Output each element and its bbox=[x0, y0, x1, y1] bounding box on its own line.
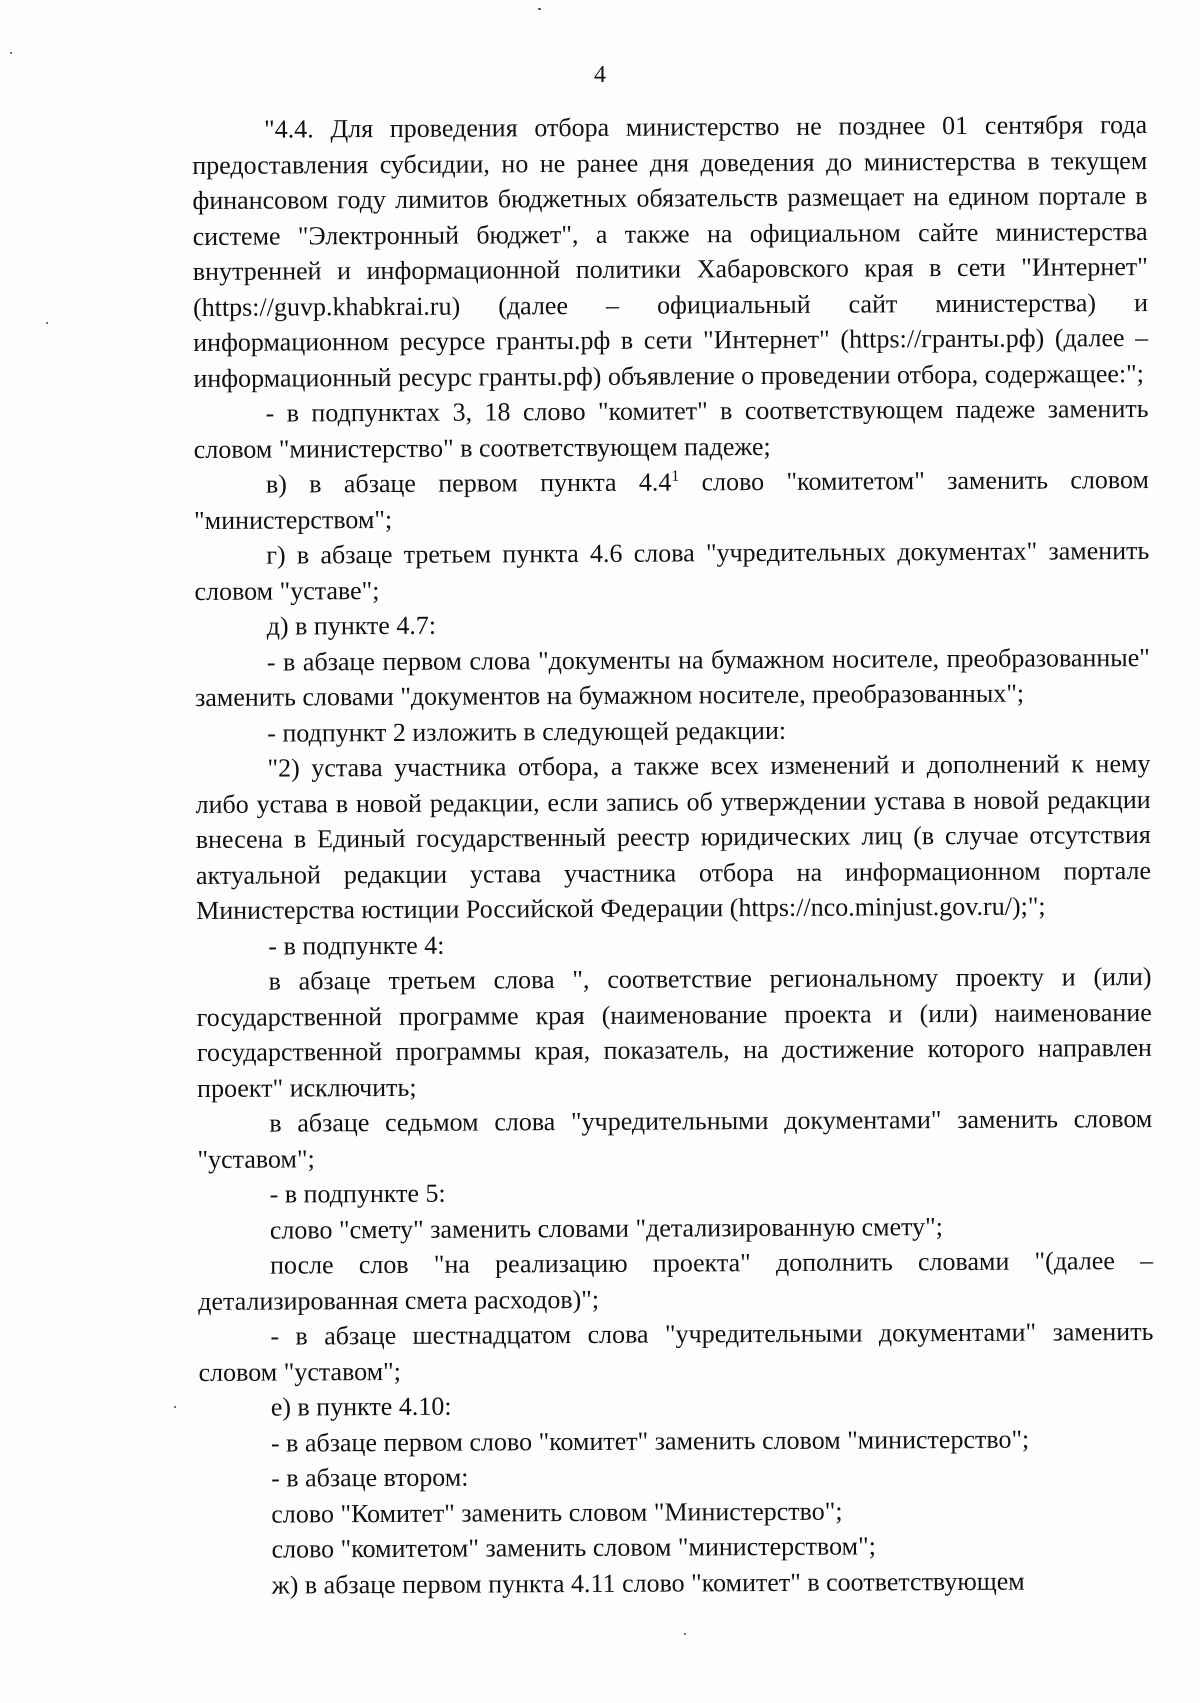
paragraph-4-10-komitet: слово "Комитет" заменить словом "Министерство"; bbox=[271, 1496, 843, 1529]
paragraph-subpoint-4-seventh: в абзаце седьмом слова "учредительными документами" заменить словом "уставом"; bbox=[197, 1103, 1153, 1174]
paragraph-first-abzac-4-7: - в абзаце первом слова "документы на бумажном носителе, преобразованные" заменить словами "документов на бумажном носителе, преобразованных"; bbox=[194, 642, 1150, 712]
paragraph-v bbox=[194, 462, 1149, 538]
paragraph-subpoint-5-heading: - в подпункте 5: bbox=[269, 1178, 446, 1209]
paragraph-v-text: в) в абзаце первом пункта 4.4 bbox=[265, 467, 672, 499]
scan-speck bbox=[684, 1633, 686, 1635]
paragraph-subpoint-2-heading: - подпункт 2 изложить в следующей редакции: bbox=[267, 715, 787, 748]
scan-speck bbox=[538, 8, 541, 10]
scan-speck bbox=[10, 52, 12, 54]
paragraph-zh: ж) в абзаце первом пункта 4.11 слово "комитет" в соответствующем bbox=[271, 1566, 1025, 1600]
superscript-marker: 1 bbox=[671, 467, 680, 485]
paragraph-e: е) в пункте 4.10: bbox=[270, 1391, 452, 1422]
page-number: 4 bbox=[594, 62, 606, 88]
paragraph-4-10-komitetom: слово "комитетом" заменить словом "министерством"; bbox=[271, 1531, 876, 1564]
paragraph-subpoint-5-after: после слов "на реализацию проекта" дополнить словами "(далее – детализированная смета расходов)"; bbox=[198, 1245, 1154, 1316]
paragraph-v-text-end: слово "комитетом" заменить словом "министерством"; bbox=[194, 464, 1150, 535]
paragraph-d: д) в пункте 4.7: bbox=[266, 610, 437, 641]
paragraph-subpoint-2-text: "2) устава участника отбора, а также всех изменений и дополнений к нему либо устава в новой редакции, если запись об утверждении устава в новой редакции внесена в Единый государственный реестр юридических лиц (в случае отсутствия актуальной редакции устава участника отбора на информационном портале Министерства юстиции Российской Федерации (https://nco.minjust.gov.ru/);"; bbox=[195, 748, 1152, 925]
paragraph-g: г) в абзаце третьем пункта 4.6 слова "учредительных документах" заменить словом "уставе"; bbox=[194, 535, 1150, 606]
paragraph-subpoint-4-third: в абзаце третьем слова ", соответствие региональному проекту и (или) государственной программе края (наименование проекта и (или) наименование государственной программы края, показатель, на достижение которого направлен проект" исключить; bbox=[196, 961, 1152, 1103]
paragraph-4-10-first: - в абзаце первом слово "комитет" заменить словом "министерство"; bbox=[270, 1424, 1030, 1458]
paragraph-4-4: "4.4. Для проведения отбора министерство не позднее 01 сентября года предоставления субсидии, но не ранее дня доведения до министерства в текущем финансовом году лимитов бюджетных обязательств размещает на едином портале в системе "Электронный бюджет", а также на официальном сайте министерства внутренней и информационной политики Хабаровского края в сети "Интернет" (https://guvp.khabkrai.ru) (далее – официальный сайт министерства) и информационном ресурсе гранты.рф в сети "Интернет" (https://гранты.рф) (далее – информационный ресурс гранты.рф) объявление о проведении отбора, содержащее:"; bbox=[192, 109, 1149, 393]
paragraph-sixteenth: - в абзаце шестнадцатом слова "учредительными документами" заменить словом "уставом"; bbox=[198, 1316, 1154, 1387]
scan-speck bbox=[174, 1406, 176, 1408]
paragraph-4-10-second-heading: - в абзаце втором: bbox=[271, 1462, 469, 1493]
scan-speck bbox=[46, 322, 48, 324]
paragraph-subpoints-3-18: - в подпунктах 3, 18 слово "комитет" в соответствующем падеже заменить словом "министерство" в соответствующем падеже; bbox=[193, 393, 1149, 464]
document-body bbox=[192, 107, 1155, 1603]
paragraph-subpoint-4-heading: - в подпункте 4: bbox=[268, 930, 445, 961]
paragraph-subpoint-5-smeta: слово "смету" заменить словами "детализированную смету"; bbox=[269, 1211, 944, 1245]
